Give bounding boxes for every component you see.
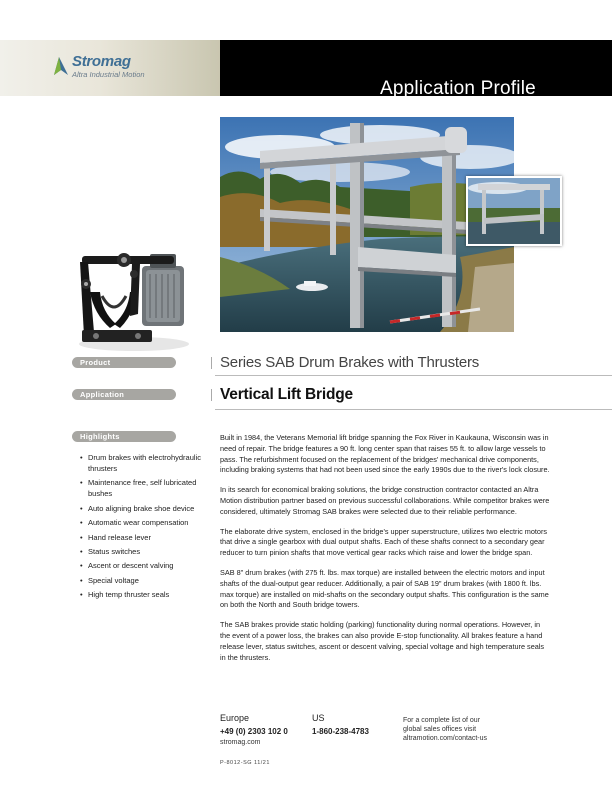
product-rule [215,375,612,376]
drum-brake-image [72,244,192,354]
page-title: Application Profile [380,78,536,99]
highlights-list [80,452,208,604]
body-paragraph: The elaborate drive system, enclosed in the bridge's upper superstructure, utilizes two electric motors that drive a single gearbox with dual output shafts. Each of these shafts connect to a secondary gear reducer to turn pinion shafts that move vertical gear racks which raise and lower the bridge span. [220,526,548,558]
bridge-inset-photo [466,176,562,246]
highlight-item: • Maintenance free, self lubricated bushes [80,477,208,499]
body-paragraph: SAB 8" drum brakes (with 275 ft. lbs. max torque) are installed between the electric motors and input shafts of the dual-output gear reducer. Additionally, a pair of SAB 19" drum brakes (with 1800 ft. lbs. max torque) are installed on mid-shafts on the secondary output shafts. This configuration is the same on both the North and South bridge towers. [220,567,549,610]
highlight-item: • Drum brakes with electrohydraulic thrusters [80,452,208,474]
application-title: Vertical Lift Bridge [220,386,353,403]
highlights-label: Highlights [72,431,176,442]
product-divider [211,357,212,369]
highlight-item: • Status switches [80,546,208,557]
brand-name: Stromag [72,53,131,70]
body-paragraph: The SAB brakes provide static holding (parking) functionality during normal operations. However, in the event of a power loss, the brakes can also provide E-stop functionality. All brakes feature a hand release lever, status switches, ascent or descent valving, special voltage and high temperature seals in the thrusters. [220,620,545,662]
highlight-item: • Hand release lever [80,532,208,543]
us-phone: 1-860-238-4783 [312,727,369,736]
us-label: US [312,713,325,723]
product-label: Product [72,357,176,368]
highlight-item: • Automatic wear compensation [80,517,208,528]
brand-tagline: Altra Industrial Motion [72,70,145,79]
europe-website: stromag.com [220,739,261,746]
application-label: Application [72,389,176,400]
europe-label: Europe [220,713,250,723]
body-text [220,433,550,672]
stromag-logo-icon [49,56,69,76]
europe-phone: +49 (0) 2303 102 0 [220,727,288,736]
application-rule [215,409,612,410]
highlight-item: • Special voltage [80,575,208,586]
body-paragraph: In its search for economical braking solutions, the bridge construction contractor contacted an Altra Motion distribution partner based on previous successful collaborations. While competitor brakes were considered, ultimately Stromag SAB brakes were selected due to their reliable performance. [220,485,550,516]
document-code: P-8012-SG 11/21 [220,760,270,766]
highlight-item: • Ascent or descent valving [80,560,208,571]
application-divider [211,389,212,401]
highlight-item: • Auto aligning brake shoe device [80,503,208,514]
sales-offices-note: For a complete list of our global sales offices visit altramotion.com/contact-us [403,717,488,742]
body-paragraph: Built in 1984, the Veterans Memorial lift bridge spanning the Fox River in Kaukauna, Wisconsin was in need of repair. The bridge features a 90 ft. long center span that raises 55 ft. to allow large vessels to pass. The refurbishment focused on the replacement of the bridges' mechanical drive components, including braking systems that had not been used since the early 1990s due to the river's lock closure. [220,433,550,475]
highlight-item: • High temp thruster seals [80,589,208,600]
product-title: Series SAB Drum Brakes with Thrusters [220,354,480,371]
